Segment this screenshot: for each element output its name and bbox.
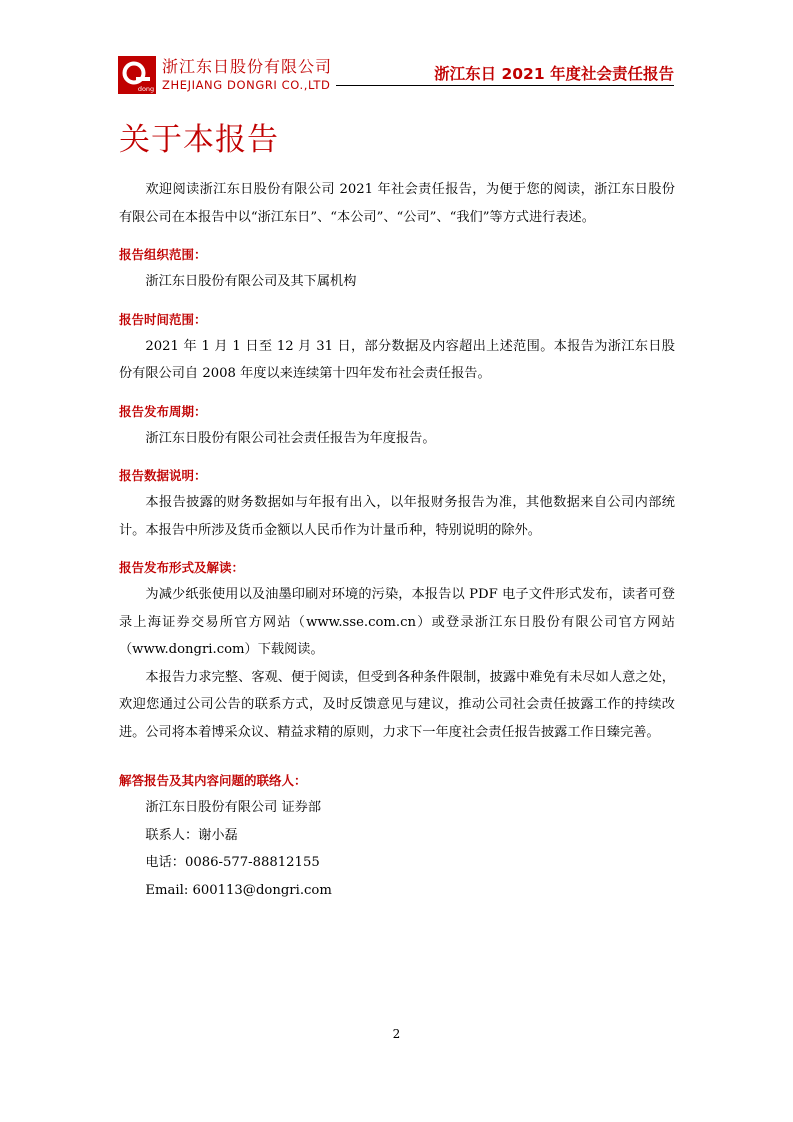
section-heading-data: 报告数据说明：	[119, 468, 207, 483]
header-divider	[336, 85, 674, 86]
section-heading-cycle: 报告发布周期：	[119, 403, 207, 419]
company-name-en: ZHEJIANG DONGRI CO.,LTD	[162, 78, 331, 92]
section-heading-format: 报告发布形式及解读：	[119, 560, 245, 575]
contact-phone: 电话：0086-577-88812155	[145, 855, 320, 870]
section-heading-scope: 报告组织范围：	[119, 247, 207, 262]
contact-person: 联系人：谢小磊	[145, 827, 238, 843]
section-text-cycle: 浙江东日股份有限公司社会责任报告为年度报告。	[145, 430, 436, 446]
contact-email: Email: 600113@dongri.com	[145, 882, 332, 898]
company-name-cn: 浙江东日股份有限公司	[162, 57, 333, 76]
section-text-data: 本报告披露的财务数据如与年报有出入，以年报财务报告为准，其他数据来自公司内部统计。本报告中所涉及货币金额以人民币作为计量币种，特别说明的除外。	[119, 495, 675, 538]
report-body	[119, 176, 675, 904]
section-text-feedback: 本报告力求完整、客观、便于阅读，但受到各种条件限制，披露中难免有未尽如人意之处，欢迎您通过公司公告的联系方式，及时反馈意见与建议，推动公司社会责任披露工作的持续改进。公司将本着博采众议、精益求精的原则，力求下一年度社会责任报告披露工作日臻完善。	[119, 669, 675, 740]
company-logo-icon	[118, 56, 156, 94]
section-text-period: 2021 年 1 月 1 日至 12 月 31 日，部分数据及内容超出上述范围。本报告为浙江东日股份有限公司自 2008 年度以来连续第十四年发布社会责任报告。	[119, 338, 675, 381]
logo-text: dong	[137, 85, 155, 93]
report-title: 浙江东日 2021 年度社会责任报告	[434, 65, 674, 83]
intro-paragraph: 欢迎阅读浙江东日股份有限公司 2021 年社会责任报告，为便于您的阅读，浙江东日股份有限公司在本报告中以“浙江东日”、“本公司”、“公司”、“我们”等方式进行表述。	[119, 182, 675, 225]
contact-heading: 解答报告及其内容问题的联络人：	[119, 773, 307, 788]
section-text-scope: 浙江东日股份有限公司及其下属机构	[145, 274, 357, 289]
page-number: 2	[392, 1027, 401, 1041]
contact-department: 浙江东日股份有限公司 证券部	[145, 800, 322, 815]
section-heading-period: 报告时间范围：	[119, 311, 207, 327]
page-header	[118, 52, 674, 96]
page-title: 关于本报告	[119, 122, 279, 158]
section-text-format: 为减少纸张使用以及油墨印刷对环境的污染，本报告以 PDF 电子文件形式发布，读者可登录上海证券交易所官方网站（www.sse.com.cn）或登录浙江东日股份有限公司官方网站（www.dongri.com）下载阅读。	[119, 587, 675, 657]
